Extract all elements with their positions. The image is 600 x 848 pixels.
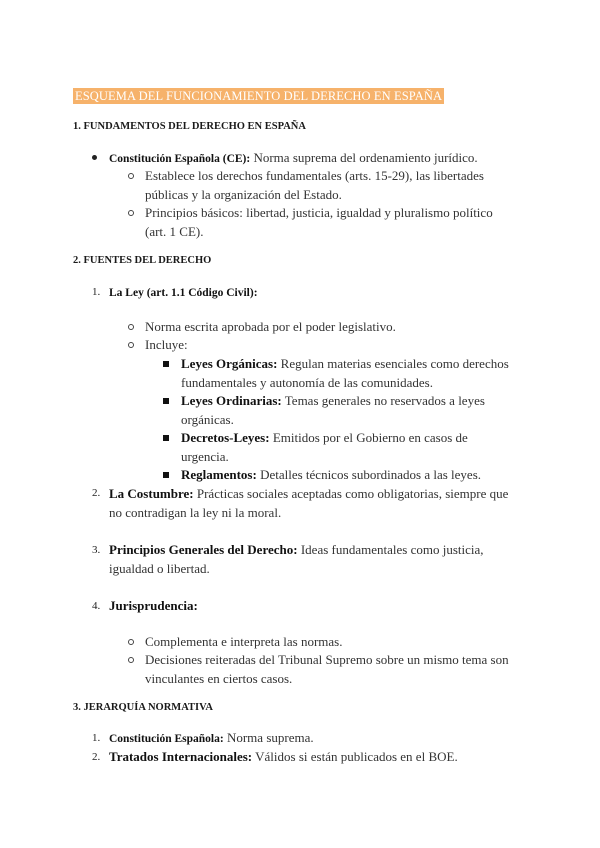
principios-generales-line2: igualdad o libertad. [109, 561, 210, 576]
section-2-heading: 2. FUENTES DEL DERECHO [73, 255, 212, 266]
list-number: 1. [92, 732, 101, 744]
costumbre [109, 484, 508, 503]
tratados-text: Válidos si están publicados en el BOE. [255, 749, 458, 764]
principios-generales-text: Ideas fundamentales como justicia, [300, 542, 484, 557]
bullet-circle-icon [128, 639, 134, 645]
leyes-ordinarias [181, 391, 485, 410]
jerarquia-ce-label: Constitución Española: [109, 733, 224, 745]
decretos-leyes-line2: urgencia. [181, 449, 229, 464]
ley-label: La Ley (art. 1.1 Código Civil): [109, 287, 258, 299]
list-number: 1. [92, 286, 101, 298]
list-number: 2. [92, 487, 101, 499]
reglamentos [181, 465, 481, 484]
tratados [109, 747, 458, 766]
leyes-organicas-text: Regulan materias esenciales como derechos [280, 356, 509, 371]
bullet-square-icon [163, 435, 169, 441]
costumbre-line2: no contradigan la ley ni la moral. [109, 505, 282, 520]
leyes-organicas [181, 354, 509, 373]
ce-label: Constitución Española (CE): [109, 153, 251, 165]
jurisprudencia-sub2-line1: Decisiones reiteradas del Tribunal Supremo sobre un mismo tema son [145, 652, 509, 667]
ce-sub2-line2: (art. 1 CE). [145, 224, 204, 239]
bullet-square-icon [163, 398, 169, 404]
jurisprudencia [109, 596, 198, 615]
reglamentos-label: Reglamentos: [181, 467, 257, 482]
jerarquia-ce [109, 728, 314, 749]
ley-item [109, 282, 258, 303]
ce-sub1-line1: Establece los derechos fundamentales (arts. 15-29), las libertades [145, 168, 484, 183]
bullet-circle-icon [128, 342, 134, 348]
list-number: 4. [92, 600, 101, 612]
bullet-circle-icon [128, 210, 134, 216]
leyes-ordinarias-line2: orgánicas. [181, 412, 234, 427]
reglamentos-text: Detalles técnicos subordinados a las leyes. [260, 467, 482, 482]
decretos-leyes [181, 428, 468, 447]
leyes-organicas-label: Leyes Orgánicas: [181, 356, 278, 371]
principios-generales-label: Principios Generales del Derecho: [109, 542, 298, 557]
tratados-label: Tratados Internacionales: [109, 749, 253, 764]
jerarquia-ce-text: Norma suprema. [226, 730, 314, 745]
bullet-square-icon [163, 472, 169, 478]
ce-sub2-line1: Principios básicos: libertad, justicia, igualdad y pluralismo político [145, 205, 493, 220]
section-3-heading: 3. JERARQUÍA NORMATIVA [73, 702, 213, 713]
leyes-ordinarias-label: Leyes Ordinarias: [181, 393, 282, 408]
ley-sub2: Incluye: [145, 337, 188, 352]
leyes-organicas-line2: fundamentales y autonomía de las comunidades. [181, 375, 433, 390]
bullet-circle-icon [128, 173, 134, 179]
bullet-square-icon [163, 361, 169, 367]
costumbre-label: La Costumbre: [109, 486, 194, 501]
jurisprudencia-sub1: Complementa e interpreta las normas. [145, 634, 343, 649]
section-1-heading: 1. FUNDAMENTOS DEL DERECHO EN ESPAÑA [73, 121, 306, 132]
leyes-ordinarias-text: Temas generales no reservados a leyes [284, 393, 485, 408]
ce-text: Norma suprema del ordenamiento jurídico. [253, 150, 478, 165]
principios-generales [109, 540, 484, 559]
decretos-leyes-label: Decretos-Leyes: [181, 430, 270, 445]
list-number: 2. [92, 751, 101, 763]
jurisprudencia-sub2-line2: vinculantes en ciertos casos. [145, 671, 293, 686]
decretos-leyes-text: Emitidos por el Gobierno en casos de [272, 430, 468, 445]
bullet-dot-icon [92, 155, 97, 160]
ley-sub1: Norma escrita aprobada por el poder legislativo. [145, 319, 396, 334]
bullet-circle-icon [128, 657, 134, 663]
ce-sub1-line2: públicas y la organización del Estado. [145, 187, 342, 202]
list-number: 3. [92, 544, 101, 556]
costumbre-text: Prácticas sociales aceptadas como obligatorias, siempre que [196, 486, 509, 501]
bullet-circle-icon [128, 324, 134, 330]
document-title: ESQUEMA DEL FUNCIONAMIENTO DEL DERECHO EN ESPAÑA [75, 89, 443, 103]
jurisprudencia-label: Jurisprudencia: [109, 598, 198, 613]
